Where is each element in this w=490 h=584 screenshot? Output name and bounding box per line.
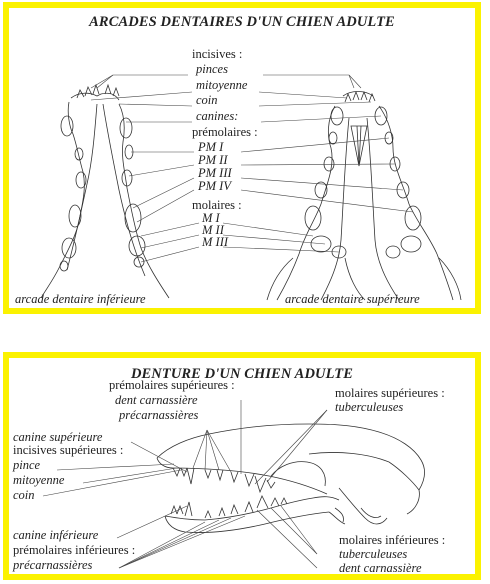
label-tuberculeuses-top: tuberculeuses: [335, 400, 404, 414]
label-m1: M I: [202, 211, 220, 225]
label-coin: coin: [13, 488, 35, 502]
lower-arcade-drawing: [41, 85, 169, 298]
label-premolaires-superieures: prémolaires supérieures :: [109, 378, 235, 392]
panel-title: ARCADES DENTAIRES D'UN CHIEN ADULTE: [89, 14, 395, 30]
label-tuberculeuses-bottom: tuberculeuses: [339, 547, 408, 561]
panel-dog-dentition: [3, 352, 481, 580]
label-pm1: PM I: [198, 140, 224, 154]
label-molaires: molaires :: [192, 198, 242, 212]
label-molaires-inferieures: molaires inférieures :: [339, 533, 446, 547]
label-molaires-superieures: molaires supérieures :: [335, 386, 445, 400]
label-pince: pince: [13, 458, 41, 472]
label-coin: coin: [196, 93, 218, 107]
label-incisives: incisives :: [192, 47, 243, 61]
label-dent-carnassiere-top: dent carnassière: [115, 393, 198, 407]
label-mitoyenne: mitoyenne: [196, 78, 248, 92]
label-precarnassieres-bottom: précarnassières: [13, 558, 93, 572]
caption-lower-arcade: arcade dentaire inférieure: [15, 292, 146, 306]
panel-dental-arcades: [3, 2, 481, 314]
caption-upper-arcade: arcade dentaire supérieure: [285, 292, 420, 306]
panel-title: DENTURE D'UN CHIEN ADULTE: [130, 366, 354, 382]
label-premolaires: prémolaires :: [192, 125, 258, 139]
label-canine-inferieure: canine inférieure: [13, 528, 99, 542]
upper-arcade-drawing: [267, 92, 461, 301]
label-pinces: pinces: [196, 62, 228, 76]
label-mitoyenne: mitoyenne: [13, 473, 65, 487]
label-canines: canines:: [196, 109, 239, 123]
label-pm3: PM III: [198, 166, 232, 180]
label-precarnassieres-top: précarnassières: [119, 408, 199, 422]
leader-lines: [91, 75, 413, 262]
skull-outline: [157, 424, 425, 533]
label-incisives-superieures: incisives supérieures :: [13, 443, 124, 457]
label-premolaires-inferieures: prémolaires inférieures :: [13, 543, 136, 557]
label-dent-carnassiere-bottom: dent carnassière: [339, 561, 422, 575]
label-canine-superieure: canine supérieure: [13, 430, 103, 444]
label-pm2: PM II: [198, 153, 228, 167]
label-m2: M II: [202, 223, 224, 237]
label-m3: M III: [202, 235, 229, 249]
label-pm4: PM IV: [198, 179, 231, 193]
